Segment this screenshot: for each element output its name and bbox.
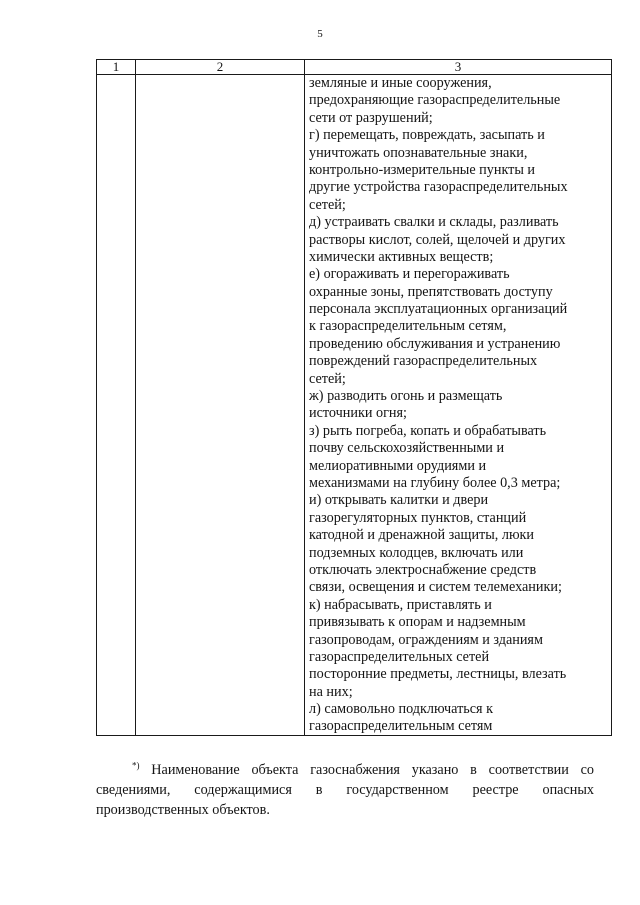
column-3-line: л) самовольно подключаться к <box>309 701 494 718</box>
column-3-text <box>305 75 611 736</box>
footnote <box>96 760 594 820</box>
column-3-line: предохраняющие газораспределительные <box>309 92 561 109</box>
column-3-line: посторонние предметы, лестницы, влезать <box>309 666 567 683</box>
column-3-line: з) рыть погреба, копать и обрабатывать <box>309 422 547 439</box>
column-3-line: к газораспределительным сетям, <box>309 318 507 335</box>
column-3-line: привязывать к опорам и надземным <box>309 614 526 631</box>
column-3-line: почву сельскохозяйственными и <box>309 440 505 457</box>
column-3-line: на них; <box>309 683 353 700</box>
column-3-line: проведению обслуживания и устранению <box>309 335 561 352</box>
footnote-line-1 <box>96 760 594 780</box>
column-3-line: источники огня; <box>309 405 407 422</box>
column-3-line: г) перемещать, повреждать, засыпать и <box>309 127 545 144</box>
page-number: 5 <box>317 28 323 40</box>
column-3-line: и) открывать калитки и двери <box>309 492 489 509</box>
header-cell-2: 2 <box>216 59 224 74</box>
column-3-line: повреждений газораспределительных <box>309 353 538 370</box>
footnote-line-3: производственных объектов. <box>96 802 270 818</box>
column-3-line: охранные зоны, препятствовать доступу <box>309 283 553 300</box>
header-cell-1: 1 <box>112 59 120 74</box>
column-3-line: другие устройства газораспределительных <box>309 179 568 196</box>
requirements-table <box>96 59 612 736</box>
column-3-line: сети от разрушений; <box>309 109 433 126</box>
column-3-line: растворы кислот, солей, щелочей и других <box>309 231 566 248</box>
column-3-line: газораспределительным сетям <box>309 718 493 735</box>
column-3-line: мелиоративными орудиями и <box>309 457 487 474</box>
column-3-line: персонала эксплуатационных организаций <box>309 301 568 318</box>
column-3-line: отключать электроснабжение средств <box>309 561 537 578</box>
column-3-line: к) набрасывать, приставлять и <box>309 596 492 613</box>
footnote-marker: *) <box>132 760 140 771</box>
column-3-line: газораспределительных сетей <box>309 648 490 665</box>
column-3-line: катодной и дренажной защиты, люки <box>309 527 535 544</box>
column-divider-1 <box>135 60 136 735</box>
table-header-row <box>97 60 611 75</box>
column-3-line: химически активных веществ; <box>309 248 494 265</box>
column-3-line: сетей; <box>309 196 346 213</box>
column-3-line: связи, освещения и систем телемеханики; <box>309 579 562 596</box>
header-cell-3: 3 <box>454 59 462 74</box>
column-3-line: д) устраивать свалки и склады, разливать <box>309 214 559 231</box>
column-3-line: сетей; <box>309 370 346 387</box>
column-3-line: газопроводам, ограждениям и зданиям <box>309 631 543 648</box>
column-3-line: е) огораживать и перегораживать <box>309 266 510 283</box>
column-3-line: подземных колодцев, включать или <box>309 544 524 561</box>
footnote-line-1-text: Наименование объекта газоснабжения указано в соответствии со <box>151 762 594 778</box>
column-3-line: механизмами на глубину более 0,3 метра; <box>309 474 561 491</box>
column-3-line: газорегуляторных пунктов, станций <box>309 509 527 526</box>
column-3-line: ж) разводить огонь и размещать <box>309 388 503 405</box>
column-3-line: земляные и иные сооружения, <box>309 75 492 91</box>
column-3-line: уничтожать опознавательные знаки, <box>309 144 528 161</box>
column-3-line: контрольно-измерительные пункты и <box>309 161 536 178</box>
footnote-line-2: сведениями, содержащимися в государственном реестре опасных <box>96 782 594 798</box>
